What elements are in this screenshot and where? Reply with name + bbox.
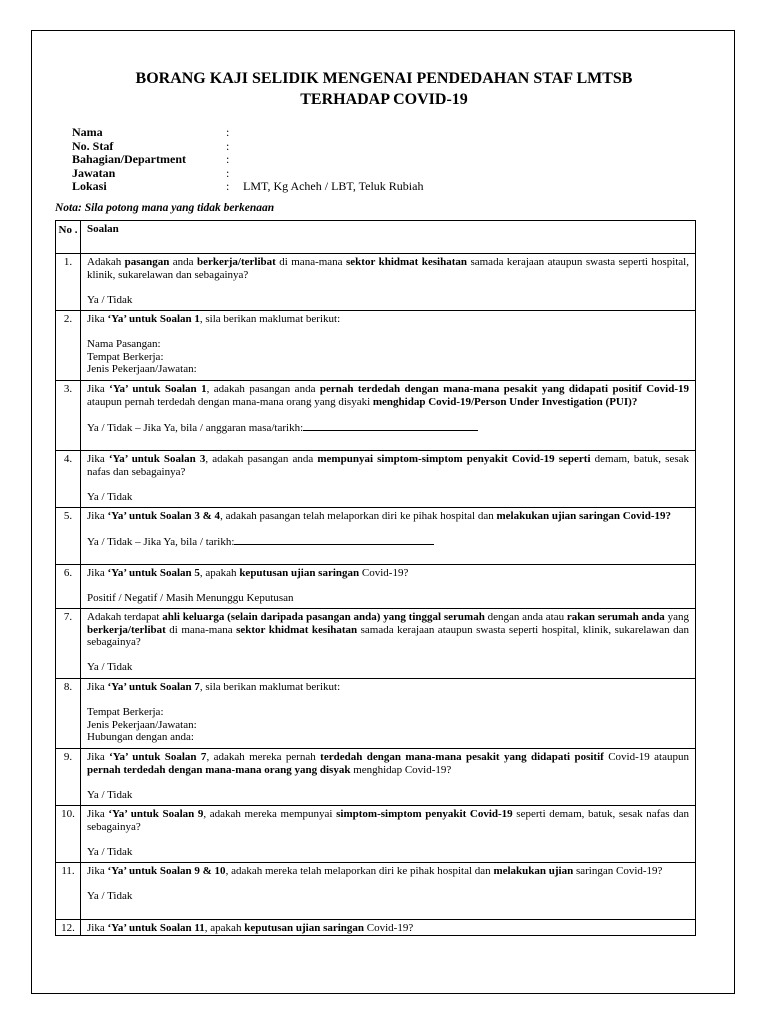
question-statement: Jika ‘Ya’ untuk Soalan 9 & 10, adakah mereka telah melaporkan diri ke pihak hospital dan melakukan ujian saringan Covid-19?: [87, 865, 663, 877]
questionnaire-table: [55, 220, 696, 936]
field-label: Jawatan: [72, 165, 116, 180]
field-value[interactable]: LMT, Kg Acheh / LBT, Teluk Rubiah: [243, 179, 424, 193]
question-statement: Jika ‘Ya’ untuk Soalan 3, adakah pasangan anda mempunyai simptom-simptom penyakit Covid-19 seperti demam, batuk, sesak nafas dan sebagainya?: [87, 453, 689, 478]
form-title-line-2: TERHADAP COVID-19: [300, 91, 468, 108]
answer-options[interactable]: Ya / Tidak: [87, 890, 133, 902]
question-row: [56, 311, 696, 381]
field-label: Lokasi: [72, 179, 107, 193]
question-number: 3.: [56, 381, 81, 451]
answer-options[interactable]: Ya / Tidak – Jika Ya, bila / anggaran masa/tarikh:: [87, 421, 689, 435]
field-label: No. Staf: [72, 138, 114, 153]
header-no: No .: [56, 221, 81, 254]
field-colon: :: [226, 138, 230, 153]
question-statement: Adakah terdapat ahli keluarga (selain daripada pasangan anda) yang tinggal serumah dengan anda atau rakan serumah anda yang berkerja/terlibat di mana-mana sektor khidmat kesihatan samada kerajaan ataupun swasta seperti hospital, klinik, sukarelawan dan sebagainya?: [87, 611, 689, 648]
question-row: [56, 806, 696, 863]
question-statement: Jika ‘Ya’ untuk Soalan 7, sila berikan maklumat berikut:: [87, 681, 341, 693]
question-text: [81, 565, 696, 609]
question-row: [56, 451, 696, 508]
field-colon: :: [226, 179, 230, 193]
question-statement: Jika ‘Ya’ untuk Soalan 5, apakah keputusan ujian saringan Covid-19?: [87, 567, 409, 579]
question-number: 4.: [56, 451, 81, 508]
header-soalan: Soalan: [81, 221, 696, 254]
table-header-row: [56, 221, 696, 254]
answer-options[interactable]: Ya / Tidak: [87, 293, 133, 306]
info-line[interactable]: Tempat Berkerja:: [87, 350, 164, 363]
question-number: 5.: [56, 508, 81, 565]
question-statement: Jika ‘Ya’ untuk Soalan 1, sila berikan maklumat berikut:: [87, 313, 341, 325]
field-colon: :: [226, 125, 230, 139]
question-text: [81, 679, 696, 749]
question-number: 12.: [56, 920, 81, 936]
info-line[interactable]: Jenis Pekerjaan/Jawatan:: [87, 718, 197, 731]
question-text: [81, 508, 696, 565]
field-colon: :: [226, 152, 230, 166]
question-text: [81, 920, 696, 936]
answer-options[interactable]: Ya / Tidak: [87, 845, 133, 858]
question-text: [81, 609, 696, 679]
questionnaire-body: [56, 254, 696, 936]
question-text: [81, 863, 696, 920]
question-row: [56, 863, 696, 920]
question-number: 1.: [56, 254, 81, 311]
note-text: Nota: Sila potong mana yang tidak berkenaan: [55, 202, 275, 214]
question-statement: Jika ‘Ya’ untuk Soalan 1, adakah pasangan anda pernah terdedah dengan mana-mana pesakit yang didapati positif Covid-19 ataupun pernah terdedah dengan mana-mana orang yang disyaki menghidap Covid-19/Person Under Investigation (PUI)?: [87, 383, 689, 408]
question-text: [81, 254, 696, 311]
info-line[interactable]: Nama Pasangan:: [87, 338, 161, 350]
question-statement: Jika ‘Ya’ untuk Soalan 11, apakah keputusan ujian saringan Covid-19?: [87, 922, 414, 934]
question-number: 6.: [56, 565, 81, 609]
form-title-line-1: BORANG KAJI SELIDIK MENGENAI PENDEDAHAN STAF LMTSB: [135, 70, 633, 87]
question-text: [81, 451, 696, 508]
field-label: Nama: [72, 125, 103, 139]
question-text: [81, 381, 696, 451]
question-statement: Jika ‘Ya’ untuk Soalan 7, adakah mereka pernah terdedah dengan mana-mana pesakit yang didapati positif Covid-19 ataupun pernah terdedah dengan mana-mana orang yang disyak menghidap Covid-19?: [87, 751, 689, 776]
field-colon: :: [226, 165, 230, 180]
question-statement: Jika ‘Ya’ untuk Soalan 9, adakah mereka mempunyai simptom-simptom penyakit Covid-19 seperti demam, batuk, sesak nafas dan sebagainya?: [87, 808, 689, 833]
question-row: [56, 749, 696, 806]
question-row: [56, 508, 696, 565]
answer-blank-line[interactable]: [234, 535, 434, 545]
info-line[interactable]: Hubungan dengan anda:: [87, 731, 194, 743]
question-row: [56, 381, 696, 451]
answer-options[interactable]: Ya / Tidak – Jika Ya, bila / tarikh:: [87, 535, 689, 549]
question-statement: Jika ‘Ya’ untuk Soalan 3 & 4, adakah pasangan telah melaporkan diri ke pihak hospital dan melakukan ujian saringan Covid-19?: [87, 510, 672, 522]
question-statement: Adakah pasangan anda berkerja/terlibat di mana-mana sektor khidmat kesihatan samada kerajaan ataupun swasta seperti hospital, klinik, sukarelawan dan sebagainya?: [87, 256, 689, 281]
question-number: 2.: [56, 311, 81, 381]
form-title: [0, 68, 768, 110]
question-number: 7.: [56, 609, 81, 679]
answer-options[interactable]: Ya / Tidak: [87, 490, 133, 503]
question-number: 10.: [56, 806, 81, 863]
question-row: [56, 920, 696, 936]
question-text: [81, 311, 696, 381]
question-number: 11.: [56, 863, 81, 920]
question-row: [56, 679, 696, 749]
question-text: [81, 806, 696, 863]
question-text: [81, 749, 696, 806]
question-row: [56, 565, 696, 609]
question-number: 8.: [56, 679, 81, 749]
question-row: [56, 254, 696, 311]
question-row: [56, 609, 696, 679]
answer-options[interactable]: Positif / Negatif / Masih Menunggu Keputusan: [87, 592, 294, 604]
info-line[interactable]: Jenis Pekerjaan/Jawatan:: [87, 363, 197, 375]
answer-options[interactable]: Ya / Tidak: [87, 788, 133, 801]
info-line[interactable]: Tempat Berkerja:: [87, 706, 164, 718]
question-number: 9.: [56, 749, 81, 806]
answer-blank-line[interactable]: [303, 421, 478, 431]
answer-options[interactable]: Ya / Tidak: [87, 661, 133, 673]
field-label: Bahagian/Department: [72, 152, 186, 166]
